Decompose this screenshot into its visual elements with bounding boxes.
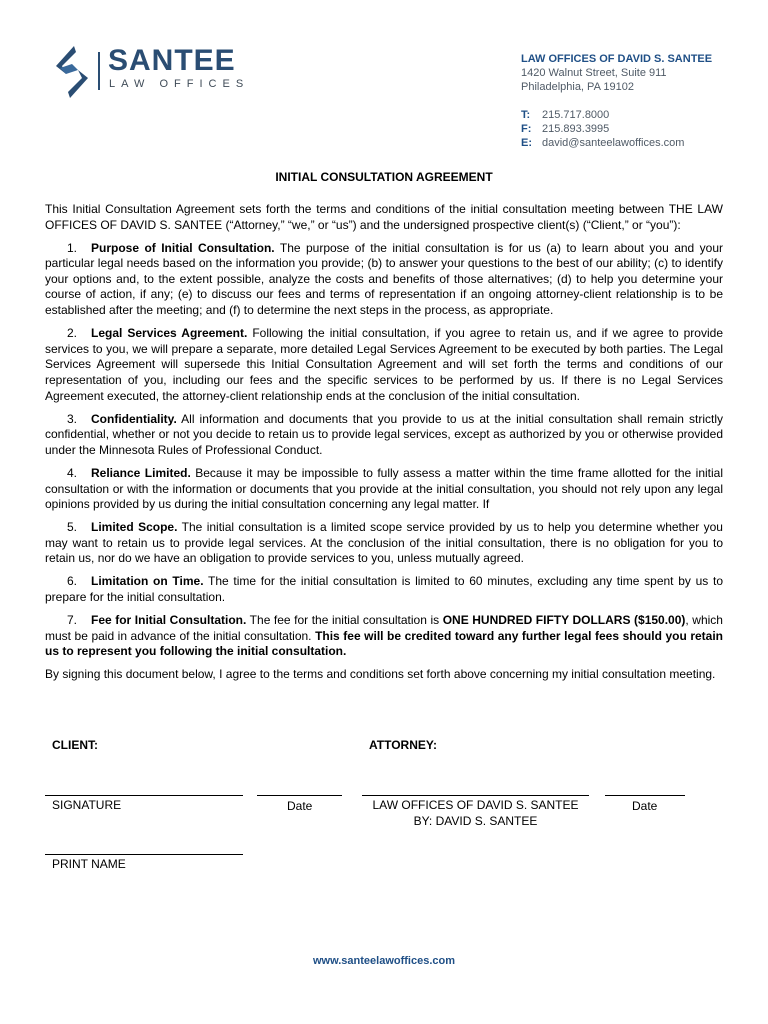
print-name-line[interactable] — [45, 854, 243, 855]
address-line-2: Philadelphia, PA 19102 — [521, 81, 634, 93]
section-text: The purpose of the initial consultation is for us (a) to learn about you and your particular legal needs based on the information you provide; (b) to answer your questions to the best of our ability; (c) to identify your options and, to the extent possible, analyze the costs and benefits of those alternatives; (d) to help you determine your course of action, if any; (e) to discuss our fees and terms of representation if an ongoing attorney-client relationship is to be established after the meeting; and (f) to determine the next steps in the process, as appropriate. — [45, 240, 723, 318]
fax-number: 215.893.3995 — [542, 123, 610, 135]
firm-contact-block — [521, 52, 761, 150]
section-number: 7. — [67, 613, 78, 628]
fee-credit-note: This fee will be credited toward any further legal fees should you retain us to represent you following the initial consultation. — [45, 628, 724, 659]
section-number: 6. — [67, 574, 78, 589]
logo-subtitle: LAW OFFICES — [109, 78, 250, 90]
section-heading: Limitation on Time. — [91, 574, 204, 589]
address-line-1: 1420 Walnut Street, Suite 911 — [521, 67, 667, 79]
section-6 — [45, 574, 723, 605]
section-text: The fee for the initial consultation is — [246, 613, 443, 628]
fee-amount: ONE HUNDRED FIFTY DOLLARS ($150.00) — [442, 613, 686, 628]
section-2 — [45, 326, 723, 404]
phone-row — [521, 108, 761, 122]
intro-paragraph: This Initial Consultation Agreement sets forth the terms and conditions of the initial consultation meeting between THE LAW OFFICES OF DAVID S. SANTEE (“Attorney,” “we,” or “us”) and the undersigned prospective client(s) (“Client,” or “you”): — [45, 202, 723, 232]
phone-number: 215.717.8000 — [542, 109, 610, 121]
section-text: The initial consultation is a limited scope service provided by us to help you determine whether you may want to retain us to provide legal services. At the conclusion of the initial consultation, there is no obligation for you to retain us, nor do we have an obligation to provide services to you, unless mutually agreed. — [45, 520, 723, 566]
phone-label: T: — [521, 109, 531, 121]
section-heading: Fee for Initial Consultation. — [91, 613, 247, 628]
section-3 — [45, 412, 723, 459]
santee-logo — [52, 44, 250, 100]
closing-paragraph: By signing this document below, I agree to the terms and conditions set forth above concerning my initial consultation meeting. — [45, 667, 716, 682]
attorney-caption-firm: LAW OFFICES OF DAVID S. SANTEE — [372, 798, 579, 812]
section-5 — [45, 520, 723, 567]
signature-caption: SIGNATURE — [52, 798, 122, 812]
email-address: david@santeelawoffices.com — [542, 137, 685, 149]
print-name-caption: PRINT NAME — [52, 857, 126, 871]
client-signature-line[interactable] — [45, 795, 243, 796]
document-body — [45, 202, 723, 691]
section-7 — [45, 613, 723, 660]
email-row — [521, 136, 761, 150]
section-heading: Legal Services Agreement. — [91, 326, 248, 341]
section-text: The time for the initial consultation is limited to 60 minutes, excluding any time spent by us to prepare for the initial consultation. — [45, 574, 724, 605]
logo-s-mark-icon — [52, 44, 92, 100]
firm-name: LAW OFFICES OF DAVID S. SANTEE — [521, 53, 713, 65]
section-number: 3. — [67, 411, 78, 426]
section-1 — [45, 241, 723, 319]
document-title: INITIAL CONSULTATION AGREEMENT — [275, 170, 493, 184]
attorney-date-line[interactable] — [605, 795, 685, 796]
section-heading: Reliance Limited. — [91, 465, 191, 480]
attorney-label: ATTORNEY: — [369, 738, 437, 752]
section-number: 4. — [67, 465, 78, 480]
section-number: 5. — [67, 520, 78, 535]
attorney-signature-line[interactable] — [362, 795, 589, 796]
section-text: All information and documents that you provide to us at the initial consultation shall remain strictly confidential, whether or not you decide to retain us to provide legal services, except as authorized by you or otherwise provided under the Minnesota Rules of Professional Conduct. — [45, 411, 723, 457]
section-heading: Limited Scope. — [91, 520, 178, 535]
client-date-line[interactable] — [257, 795, 342, 796]
section-heading: Confidentiality. — [91, 411, 177, 426]
logo-name: SANTEE — [108, 44, 236, 77]
section-number: 2. — [67, 326, 78, 341]
section-text: , which must be paid in advance of the initial consultation. — [45, 613, 723, 643]
attorney-date-caption: Date — [632, 799, 658, 813]
client-label: CLIENT: — [52, 738, 98, 752]
section-text: Following the initial consultation, if you agree to retain us, and if we agree to provide services to you, we will prepare a separate, more detailed Legal Services Agreement to be executed by both parties. The Legal Services Agreement will supersede this Initial Consultation Agreement and will set forth the terms and conditions of our representation of you, including our fees and the specific services to be performed by us. If there is no Legal Services Agreement executed, the attorney-client relationship ends at the conclusion of the initial consultation. — [45, 326, 723, 403]
section-heading: Purpose of Initial Consultation. — [91, 240, 275, 255]
fax-label: F: — [521, 123, 532, 135]
logo-divider — [98, 52, 100, 90]
section-4 — [45, 466, 723, 513]
section-text: Because it may be impossible to fully assess a matter within the time frame allotted for the initial consultation or with the information or documents that you provide at the initial consultation, you should not rely upon any legal opinions provided by us during the initial consultation concerning any legal matter. If — [45, 465, 723, 512]
footer-website[interactable]: www.santeelawoffices.com — [312, 955, 456, 967]
attorney-caption-by: BY: DAVID S. SANTEE — [413, 814, 538, 828]
fax-row — [521, 122, 761, 136]
client-date-caption: Date — [287, 799, 313, 813]
section-number: 1. — [67, 240, 78, 255]
email-label: E: — [521, 137, 532, 149]
